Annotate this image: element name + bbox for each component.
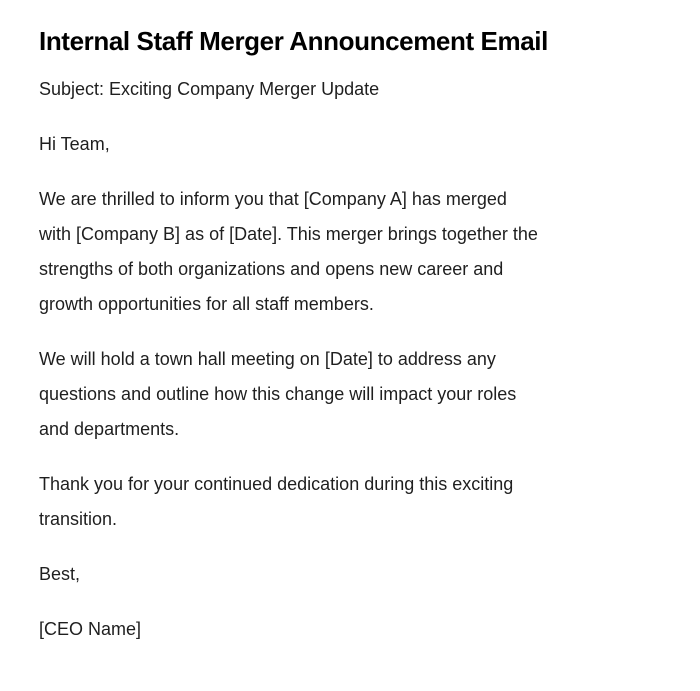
text-line: questions and outline how this change will impact your roles [39, 384, 517, 404]
paragraph-town-hall [39, 342, 660, 447]
signoff: Best, [39, 564, 81, 584]
paragraph-thank-you [39, 467, 660, 537]
text-line: with [Company B] as of [Date]. This merger brings together the [39, 224, 538, 244]
text-line: We will hold a town hall meeting on [Date] to address any [39, 349, 496, 369]
signature: [CEO Name] [39, 619, 142, 639]
text-line: strengths of both organizations and opens new career and [39, 259, 504, 279]
page-title: Internal Staff Merger Announcement Email [39, 26, 548, 56]
subject-line: Subject: Exciting Company Merger Update [39, 79, 380, 99]
text-line: and departments. [39, 419, 180, 439]
text-line: transition. [39, 509, 118, 529]
text-line: Thank you for your continued dedication during this exciting [39, 474, 514, 494]
text-line: growth opportunities for all staff members. [39, 294, 374, 314]
paragraph-merger-announcement [39, 182, 660, 322]
greeting: Hi Team, [39, 134, 110, 154]
text-line: We are thrilled to inform you that [Company A] has merged [39, 189, 507, 209]
